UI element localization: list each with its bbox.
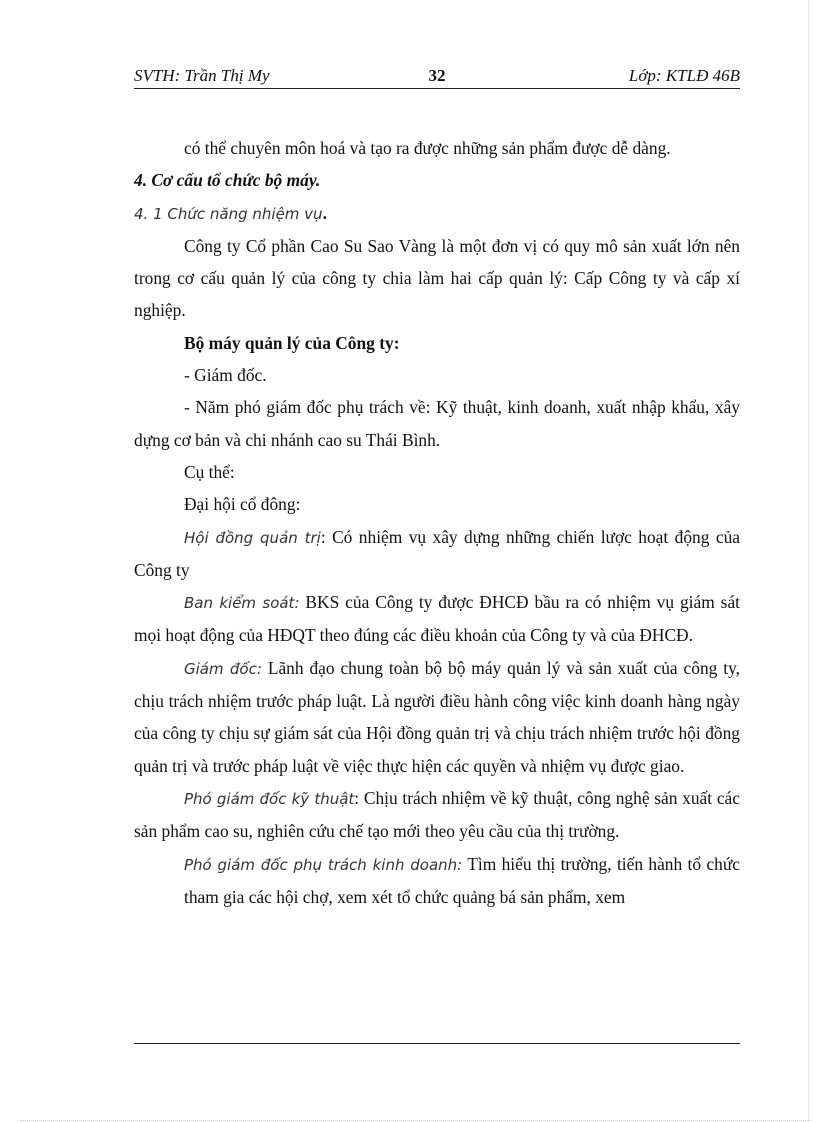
- header-page-number: 32: [428, 66, 446, 85]
- term-board: Hội đồng quản trị: [184, 528, 321, 547]
- term-supervisory: Ban kiểm soát:: [184, 594, 300, 613]
- paragraph-technical-deputy: [134, 782, 740, 848]
- term-technical-deputy: Phó giám đốc kỹ thuật: [184, 789, 355, 808]
- text-board: : Có nhiệm vụ xây dựng những chiến lược hoạt động của Công ty: [134, 526, 740, 580]
- management-heading: Bộ máy quản lý của Công ty:: [184, 332, 400, 353]
- list-item-director: - Giám đốc.: [184, 365, 267, 386]
- paragraph-board: [134, 521, 740, 587]
- paragraph-business-deputy: [134, 848, 740, 914]
- term-business-deputy: Phó giám đốc phụ trách kinh doanh:: [184, 855, 463, 874]
- subsection-title: 4. 1 Chức năng nhiệm vụ: [134, 204, 323, 223]
- detail-label: Cụ thể:: [184, 461, 235, 482]
- paragraph-company-intro: Công ty Cổ phần Cao Su Sao Vàng là một đơn vị có quy mô sản xuất lớn nên trong cơ cấu quản lý của công ty chia làm hai cấp quản lý: Cấp Công ty và cấp xí nghiệp.: [134, 235, 740, 321]
- page-edge-dotted-bottom: [20, 1120, 810, 1121]
- paragraph-supervisory: [134, 586, 740, 652]
- header-class-name: Lớp: KTLĐ 46B: [628, 66, 740, 85]
- paragraph-director: [134, 652, 740, 782]
- header-student-name: SVTH: Trần Thị My: [134, 66, 270, 85]
- text-director: Lãnh đạo chung toàn bộ bộ máy quản lý và sản xuất của công ty, chịu trách nhiệm trước pháp luật. Là người điều hành công việc kinh doanh hàng ngày của công ty chịu sự giám sát của Hội đồng quản trị và chịu trách nhiệm trước hội đồng quản trị và trước pháp luật về việc thực hiện các quyền và nhiệm vụ được giao.: [134, 657, 740, 776]
- text-supervisory: BKS của Công ty được ĐHCĐ bầu ra có nhiệm vụ giám sát mọi hoạt động của HĐQT theo đúng các điều khoản của Công ty và của ĐHCĐ.: [134, 592, 740, 646]
- subsection-heading: [134, 197, 740, 230]
- page-edge-dotted-right: [808, 0, 809, 1123]
- page-header: [134, 64, 740, 89]
- section-heading: 4. Cơ cấu tổ chức bộ máy.: [134, 170, 321, 191]
- term-director: Giám đốc:: [184, 659, 262, 678]
- text-technical-deputy: : Chịu trách nhiệm về kỹ thuật, công nghệ sản xuất các sản phẩm cao su, nghiên cứu chế tạo mới theo yêu cầu của thị trường.: [134, 787, 740, 842]
- page-content: [134, 132, 740, 913]
- shareholders-meeting-label: Đại hội cổ đông:: [184, 494, 301, 515]
- list-item-deputy-directors: - Năm phó giám đốc phụ trách về: Kỹ thuật, kinh doanh, xuất nhập khẩu, xây dựng cơ bản và chi nhánh cao su Thái Bình.: [134, 397, 740, 450]
- paragraph-continuation: có thể chuyên môn hoá và tạo ra được những sản phẩm được dễ dàng.: [184, 138, 671, 158]
- text-business-deputy: Tìm hiểu thị trường, tiến hành tổ chức tham gia các hội chợ, xem xét tổ chức quảng bá sản phẩm, xem: [184, 853, 740, 907]
- footer-rule: [134, 1043, 740, 1044]
- subsection-dot: .: [322, 202, 327, 223]
